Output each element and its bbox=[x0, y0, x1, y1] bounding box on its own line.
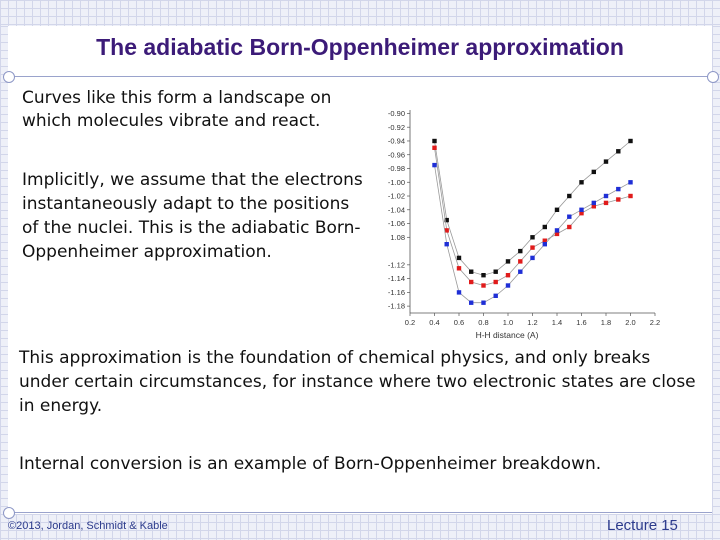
x-tick-label: 1.0 bbox=[502, 318, 514, 327]
data-point-blue bbox=[457, 290, 461, 294]
data-point-black bbox=[592, 170, 596, 174]
data-point-red bbox=[469, 280, 473, 284]
data-point-red bbox=[567, 225, 571, 229]
paragraph-internal-conversion: Internal conversion is an example of Born-Oppenheimer breakdown. bbox=[19, 454, 602, 474]
data-point-black bbox=[567, 194, 571, 198]
data-point-blue bbox=[506, 283, 510, 287]
data-point-black bbox=[579, 180, 583, 184]
y-tick-label: -1.00 bbox=[387, 177, 405, 187]
data-point-blue bbox=[432, 163, 436, 167]
data-point-red bbox=[518, 259, 522, 263]
x-axis-title: H-H distance (A) bbox=[475, 330, 539, 340]
decorative-circle-bottom-left bbox=[3, 507, 15, 519]
footer-divider bbox=[8, 512, 712, 513]
data-point-black bbox=[469, 270, 473, 274]
series-line-black bbox=[435, 141, 631, 275]
y-tick-label: -1.18 bbox=[387, 301, 405, 311]
data-point-blue bbox=[481, 301, 485, 305]
data-point-red bbox=[432, 146, 436, 150]
data-point-blue bbox=[592, 201, 596, 205]
slide-title: The adiabatic Born-Oppenheimer approximation bbox=[96, 34, 624, 60]
x-tick-label: 1.8 bbox=[600, 318, 612, 327]
left-grid-band bbox=[0, 26, 8, 514]
x-tick-label: 0.4 bbox=[429, 318, 440, 327]
data-point-black bbox=[628, 139, 632, 143]
x-tick-label: 2.0 bbox=[625, 318, 636, 327]
data-point-red bbox=[530, 245, 534, 249]
data-point-blue bbox=[543, 242, 547, 246]
data-point-black bbox=[457, 256, 461, 260]
data-point-red bbox=[481, 283, 485, 287]
data-point-red bbox=[457, 266, 461, 270]
y-tick-label: 1.08 bbox=[390, 232, 405, 242]
y-tick-label: -0.92 bbox=[387, 122, 405, 132]
top-grid-band bbox=[0, 0, 720, 26]
data-point-black bbox=[494, 270, 498, 274]
data-point-blue bbox=[469, 301, 473, 305]
data-point-black bbox=[555, 208, 559, 212]
x-tick-label: 0.8 bbox=[478, 318, 489, 327]
series-line-red bbox=[435, 148, 631, 286]
data-point-black bbox=[530, 235, 534, 239]
x-tick-label: 1.2 bbox=[527, 318, 538, 327]
data-point-blue bbox=[494, 294, 498, 298]
decorative-circle-top-left bbox=[3, 71, 15, 83]
copyright-footer: ©2013, Jordan, Schmidt & Kable bbox=[8, 520, 168, 532]
decorative-circle-top-right bbox=[707, 71, 719, 83]
data-point-blue bbox=[445, 242, 449, 246]
data-point-red bbox=[604, 201, 608, 205]
data-point-blue bbox=[628, 180, 632, 184]
data-point-red bbox=[628, 194, 632, 198]
data-point-red bbox=[506, 273, 510, 277]
x-tick-label: 0.6 bbox=[453, 318, 465, 327]
paragraph-foundation: This approximation is the foundation of chemical physics, and only breaks under certain circumstances, for instance where two electronic states are close in energy. bbox=[19, 348, 696, 416]
data-point-black bbox=[432, 139, 436, 143]
y-tick-label: -1.02 bbox=[387, 191, 405, 201]
data-point-red bbox=[494, 280, 498, 284]
x-tick-label: 1.4 bbox=[551, 318, 563, 327]
data-point-black bbox=[518, 249, 522, 253]
y-tick-label: -1.16 bbox=[387, 287, 405, 297]
title-divider bbox=[8, 76, 712, 77]
lecture-number: Lecture 15 bbox=[607, 517, 678, 534]
y-tick-label: -1.12 bbox=[387, 260, 405, 270]
data-point-blue bbox=[616, 187, 620, 191]
y-tick-label: -1.14 bbox=[387, 274, 405, 284]
paragraph-assumption: Implicitly, we assume that the electrons instantaneously adapt to the positions of the nuclei. This is the adiabatic Born-Oppenheimer approximation. bbox=[22, 170, 363, 262]
data-point-blue bbox=[518, 270, 522, 274]
x-tick-label: 0.2 bbox=[404, 318, 416, 327]
y-tick-label: -0.96 bbox=[387, 150, 405, 160]
y-tick-label: -1.06 bbox=[387, 219, 405, 229]
data-point-blue bbox=[530, 256, 534, 260]
y-tick-label: -1.04 bbox=[387, 205, 405, 215]
data-point-black bbox=[481, 273, 485, 277]
paragraph-landscape: Curves like this form a landscape on which molecules vibrate and react. bbox=[22, 88, 332, 131]
data-point-red bbox=[616, 197, 620, 201]
data-point-black bbox=[543, 225, 547, 229]
y-tick-label: -0.94 bbox=[387, 136, 405, 146]
x-tick-label: 1.6 bbox=[576, 318, 587, 327]
data-point-black bbox=[506, 259, 510, 263]
data-point-blue bbox=[567, 215, 571, 219]
y-tick-label: -0.90 bbox=[387, 109, 405, 119]
y-tick-label: -0.98 bbox=[387, 164, 405, 174]
potential-energy-chart bbox=[368, 100, 668, 344]
right-grid-band bbox=[712, 26, 720, 514]
data-point-blue bbox=[579, 208, 583, 212]
data-point-black bbox=[604, 159, 608, 163]
x-tick-label: 2.2 bbox=[649, 318, 661, 327]
data-point-black bbox=[616, 149, 620, 153]
series-line-blue bbox=[435, 165, 631, 303]
data-point-blue bbox=[555, 228, 559, 232]
data-point-blue bbox=[604, 194, 608, 198]
